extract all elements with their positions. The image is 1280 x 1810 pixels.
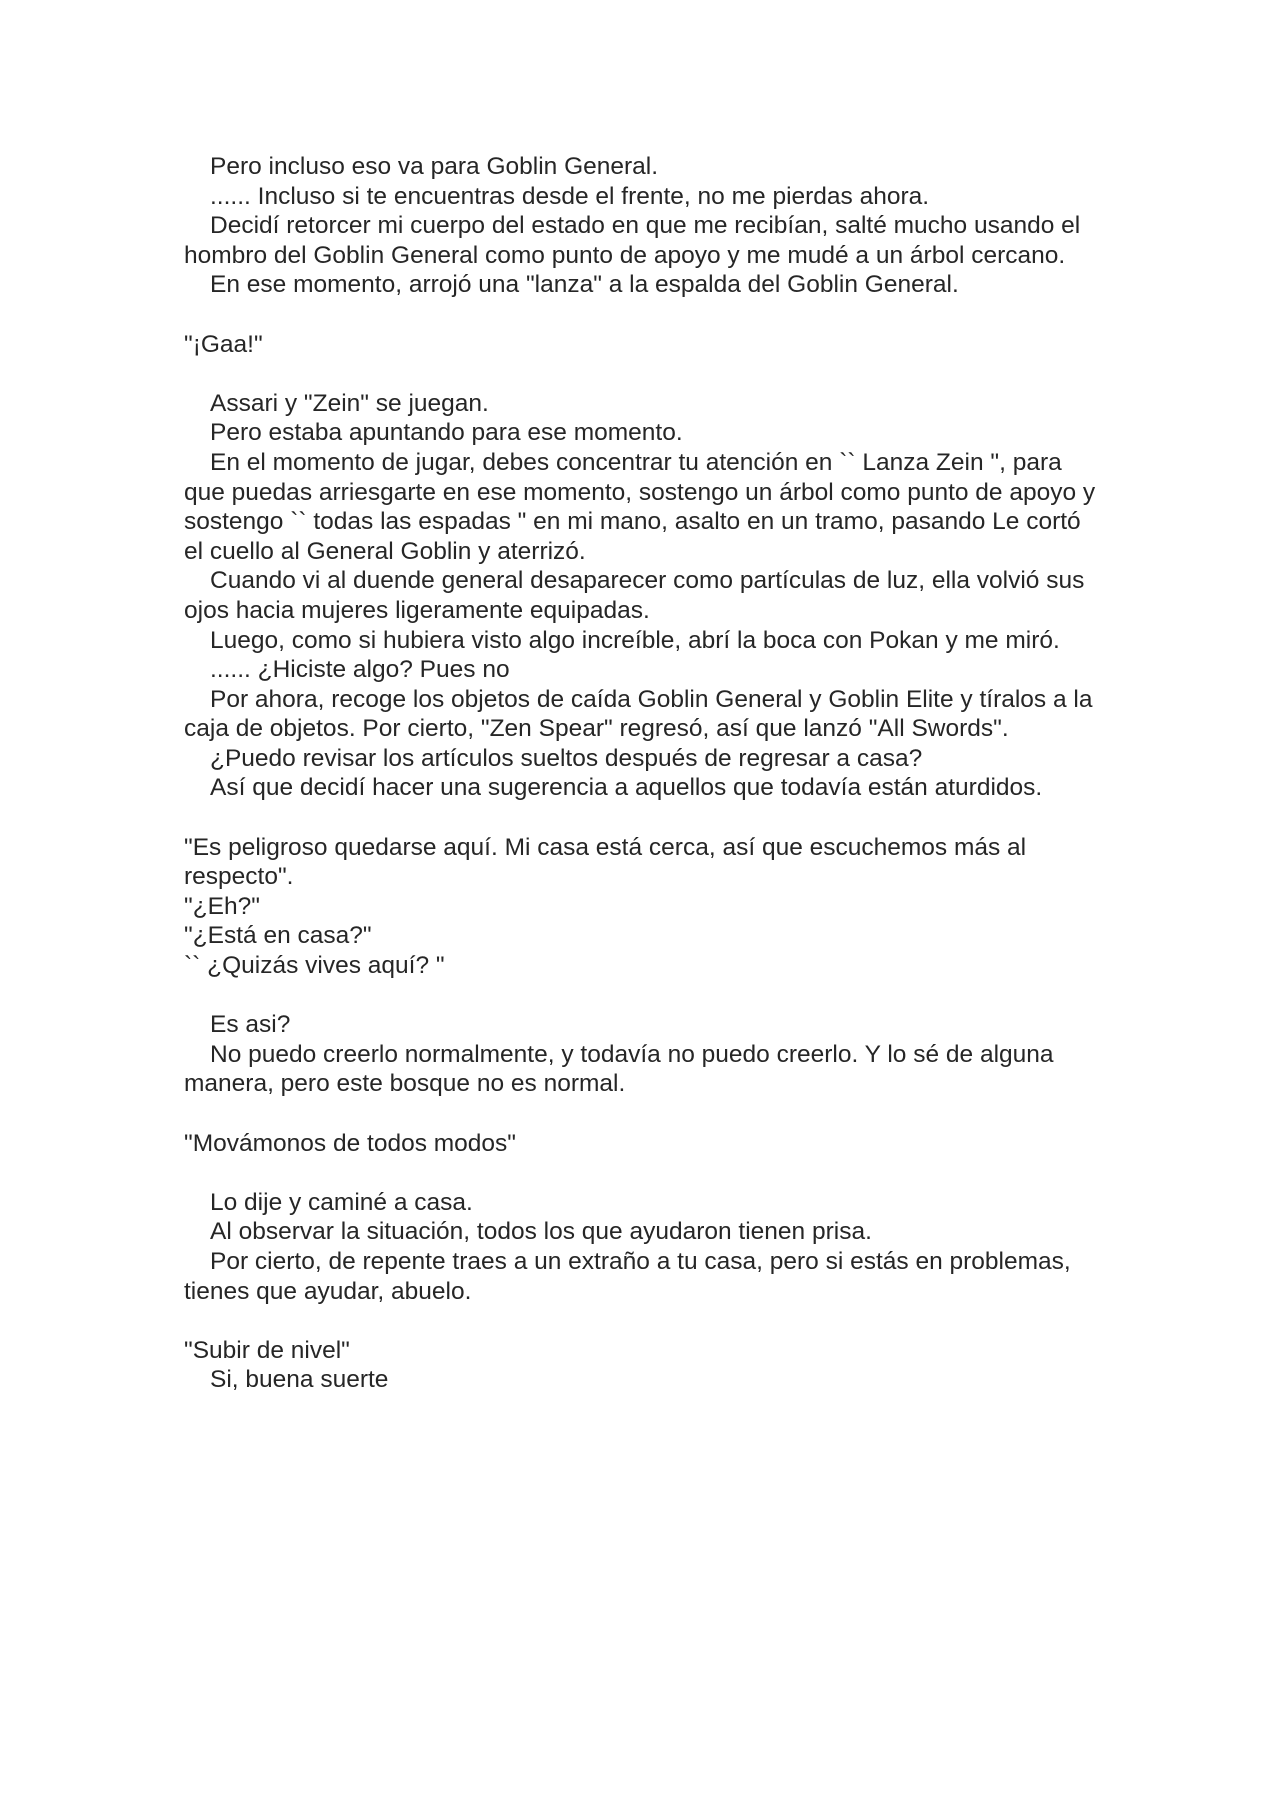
blank-line <box>184 1158 1104 1188</box>
document-body <box>184 152 1104 1395</box>
paragraph: No puedo creerlo normalmente, y todavía no puedo creerlo. Y lo sé de alguna manera, pero este bosque no es normal. <box>184 1040 1061 1098</box>
paragraph: Decidí retorcer mi cuerpo del estado en que me recibían, salté mucho usando el hombro del Goblin General como punto de apoyo y me mudé a un árbol cercano. <box>184 212 1088 269</box>
blank-line <box>184 803 1104 833</box>
blank-line <box>184 359 1104 389</box>
paragraph: Así que decidí hacer una sugerencia a aquellos que todavía están aturdidos. <box>210 774 1043 802</box>
paragraph: Al observar la situación, todos los que ayudaron tienen prisa. <box>210 1218 872 1246</box>
blank-line <box>184 981 1104 1011</box>
dialogue-line: "¿Está en casa?" <box>184 922 372 950</box>
paragraph: ...... ¿Hiciste algo? Pues no <box>210 656 510 684</box>
blank-line <box>184 300 1104 330</box>
paragraph: Luego, como si hubiera visto algo increíble, abrí la boca con Pokan y me miró. <box>210 626 1060 654</box>
dialogue-line: "¿Eh?" <box>184 892 260 920</box>
paragraph: Si, buena suerte <box>210 1366 389 1394</box>
paragraph: Pero estaba apuntando para ese momento. <box>210 419 683 447</box>
paragraph: Pero incluso eso va para Goblin General. <box>210 153 659 180</box>
paragraph: Es asi? <box>210 1011 291 1039</box>
paragraph: En el momento de jugar, debes concentrar tu atención en `` Lanza Zein ", para que puedas arriesgarte en ese momento, sostengo un árbol como punto de apoyo y sostengo `` todas las espadas " en mi mano, asalto en un tramo, pasando Le cortó el cuello al General Goblin y aterrizó. <box>184 448 1102 565</box>
paragraph: Por cierto, de repente traes a un extraño a tu casa, pero si estás en problemas, tienes que ayudar, abuelo. <box>184 1247 1078 1305</box>
dialogue-line: "Subir de nivel" <box>184 1336 350 1364</box>
paragraph: ...... Incluso si te encuentras desde el frente, no me pierdas ahora. <box>210 182 930 210</box>
dialogue-line: "Movámonos de todos modos" <box>184 1129 516 1157</box>
paragraph: ¿Puedo revisar los artículos sueltos después de regresar a casa? <box>210 744 923 772</box>
paragraph: En ese momento, arrojó una "lanza" a la espalda del Goblin General. <box>210 271 959 299</box>
paragraph: Lo dije y caminé a casa. <box>210 1188 473 1216</box>
dialogue-line: `` ¿Quizás vives aquí? " <box>184 952 445 980</box>
dialogue-line: "¡Gaa!" <box>184 330 263 358</box>
paragraph: Cuando vi al duende general desaparecer como partículas de luz, ella volvió sus ojos hacia mujeres ligeramente equipadas. <box>184 567 1092 624</box>
paragraph: Assari y "Zein" se juegan. <box>210 389 489 417</box>
blank-line <box>184 1306 1104 1336</box>
dialogue-line: "Es peligroso quedarse aquí. Mi casa está cerca, así que escuchemos más al respecto". <box>184 833 1033 891</box>
paragraph: Por ahora, recoge los objetos de caída Goblin General y Goblin Elite y tíralos a la caja de objetos. Por cierto, "Zen Spear" regresó, así que lanzó "All Swords". <box>184 685 1100 743</box>
blank-line <box>184 1099 1104 1129</box>
